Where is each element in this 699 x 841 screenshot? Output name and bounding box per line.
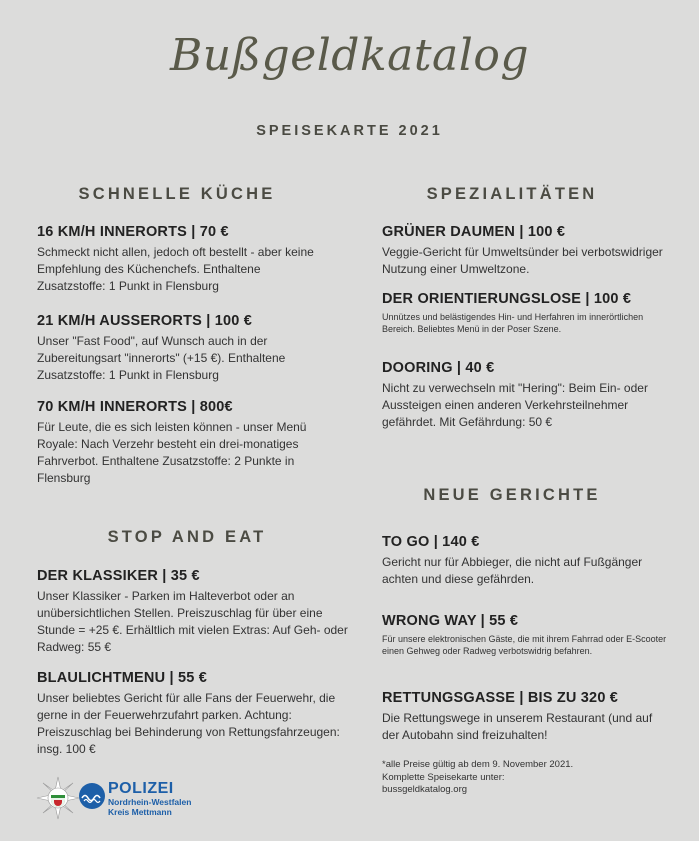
menu-item [382,613,682,657]
menu-item-desc: Unser beliebtes Gericht für alle Fans der Feuerwehr, die gerne in der Feuerwehrzufahrt parken. Achtung: Preiszuschlag bei Behinderung von Rettungsfahrzeugen: insg. 100 € [37,691,340,756]
section-title-spezialitaeten: SPEZIALITÄTEN [426,185,598,203]
footnote-line: Komplette Speisekarte unter: [382,771,505,783]
menu-item-title: RETTUNGSGASSE | BIS ZU 320 € [382,690,619,706]
page-subtitle: SPEISEKARTE 2021 [256,123,443,139]
menu-item [37,224,355,295]
menu-item-title: 21 KM/H AUSSERORTS | 100 € [37,313,253,329]
menu-item [382,291,682,335]
logo-line2: Kreis Mettmann [108,807,172,817]
logo-line1: Nordrhein-Westfalen [108,797,192,807]
menu-item-title: DER ORIENTIERUNGSLOSE | 100 € [382,291,632,307]
menu-item-title: WRONG WAY | 55 € [382,613,519,629]
menu-item [37,399,355,487]
menu-item-desc: Unnützes und belästigendes Hin- und Herfahren im innerörtlichen Bereich. Beliebtes Menü in der Poser Szene. [382,312,644,334]
menu-item-desc: Schmeckt nicht allen, jedoch oft bestellt - aber keine Empfehlung des Küchenchefs. Enthaltene Zusatzstoffe: 1 Punkt in Flensburg [37,245,314,293]
menu-item [37,670,355,758]
menu-item [382,690,682,744]
police-star-icon [36,776,80,820]
menu-item [382,224,682,278]
menu-item-desc: Unser "Fast Food", auf Wunsch auch in der Zubereitungsart "innerorts" (+15 €). Enthaltene Zusatzstoffe: 1 Punkt in Flensburg [37,334,286,382]
section-title-stop-and-eat: STOP AND EAT [107,528,267,546]
menu-item [382,534,682,588]
menu-item-title: GRÜNER DAUMEN | 100 € [382,224,566,240]
menu-item-desc: Nicht zu verwechseln mit "Hering": Beim Ein- oder Aussteigen einen anderen Verkehrsteilnehmer gefährdet. Mit Gefährdung: 50 € [382,381,648,429]
menu-item-title: TO GO | 140 € [382,534,480,550]
menu-item-title: BLAULICHTMENU | 55 € [37,670,207,686]
footnote-line: *alle Preise gültig ab dem 9. November 2021. [382,759,574,770]
menu-item-desc: Für Leute, die es sich leisten können - unser Menü Royale: Nach Verzehr besteht ein drei-monatiges Fahrverbot. Enthaltene Zusatzstoffe: 2 Punkte in Flensburg [37,420,307,485]
polizei-logo [36,774,206,822]
section-title-neue-gerichte: NEUE GERICHTE [423,486,601,504]
menu-item-desc: Veggie-Gericht für Umweltsünder bei verbotswidriger Nutzung einer Umweltzone. [382,245,663,276]
menu-item [382,360,682,431]
logo-name: POLIZEI [108,780,174,797]
menu-item-desc: Unser Klassiker - Parken im Halteverbot oder an unübersichtlichen Stellen. Preiszuschlag für über eine Stunde = +25 €. Erhältlich mit vielen Extras: Auf Geh- oder Radweg: 55 € [37,589,348,654]
menu-item-title: 70 KM/H INNERORTS | 800€ [37,399,233,415]
menu-item-desc: Die Rettungswege in unserem Restaurant (und auf der Autobahn sind freizuhalten! [382,711,653,742]
menu-item-title: DOORING | 40 € [382,360,495,376]
menu-item-desc: Für unsere elektronischen Gäste, die mit ihrem Fahrrad oder E-Scooter einen Gehweg oder Radweg verbotswidrig befahren. [382,634,667,656]
menu-item [37,568,355,656]
menu-item [37,313,355,384]
menu-item-desc: Gericht nur für Abbieger, die nicht auf Fußgänger achten und diese gefährden. [382,555,643,586]
footnote-url: bussgeldkatalog.org [382,784,468,795]
menu-item-title: 16 KM/H INNERORTS | 70 € [37,224,229,240]
page-title: Bußgeldkatalog [169,30,530,81]
menu-item-title: DER KLASSIKER | 35 € [37,568,200,584]
nrw-wave-icon [78,782,106,810]
footnote [382,759,662,797]
section-title-schnelle-kueche: SCHNELLE KÜCHE [78,185,276,203]
